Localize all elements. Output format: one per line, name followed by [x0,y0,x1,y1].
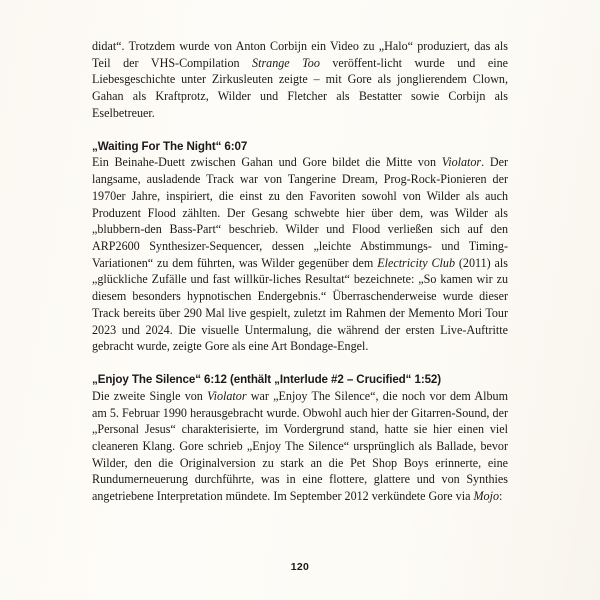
page-number: 120 [290,561,310,573]
page-content [92,38,508,505]
section-spacer [92,122,508,139]
section-body-enjoy-the-silence: Die zweite Single von Violator war „Enjoy The Silence“, die noch vor dem Album am 5. Februar 1990 herausgebracht wurde. Obwohl auch hier der Gitarren-Sound, der „Personal Jesus“ charakterisierte, im Vordergrund stand, hatte sie hier einen viel cleaneren Klang. Gore schrieb „Enjoy The Silence“ ursprünglich als Ballade, bevor Wilder, den die Originalversion zu stark an die Pet Shop Boys erinnerte, eine Rundumerneuerung durchführte, was in eine flottere, glattere und von Synthies angetriebene Interpretation mündete. Im September 2012 verkündete Gore via Mojo: [92,388,508,504]
section-heading-enjoy-the-silence: „Enjoy The Silence“ 6:12 (enthält „Interlude #2 – Crucified“ 1:52) [92,373,442,387]
continued-paragraph: didat“. Trotzdem wurde von Anton Corbijn ein Video zu „Halo“ produziert, das als Teil der VHS-Compilation Strange Too veröffent-licht wurde und eine Liebesgeschichte unter Zirkusleuten zeigte – mit Gore als jonglierendem Clown, Gahan als Kraftprotz, Wilder und Fletcher als Bestatter sowie Corbijn als Eselbetreuer. [92,39,508,120]
section-heading-waiting-for-the-night: „Waiting For The Night“ 6:07 [92,139,248,153]
section-body-waiting-for-the-night: Ein Beinahe-Duett zwischen Gahan und Gore bildet die Mitte von Violator. Der langsame, ausladende Track war von Tangerine Dream, Prog-Rock-Pionieren der 1970er Jahre, inspiriert, die einst zu den Favoriten sowohl von Wilder als auch Produzent Flood zählten. Der Gesang schwebte hier über dem, was Wilder als „blubbern-den Bass-Part“ beschrieb. Wilder und Flood verließen sich auf den ARP2600 Synthesizer-Sequencer, dessen „leichte Abstimmungs- und Timing-Variationen“ zu dem führten, was Wilder gegenüber dem Electricity Club (2011) als „glückliche Zufälle und fast willkür-liches Resultat“ bezeichnete: „So kamen wir zu diesem besonders hypnotischen Endergebnis.“ Überraschenderweise wurde dieser Track bereits über 290 Mal live gespielt, zuletzt im Rahmen der Memento Mori Tour 2023 und 2024. Die visuelle Untermalung, die während der ersten Live-Auftritte gebracht wurde, zeigte Gore als eine Art Bondage-Engel. [92,155,508,354]
section-spacer [92,355,508,372]
